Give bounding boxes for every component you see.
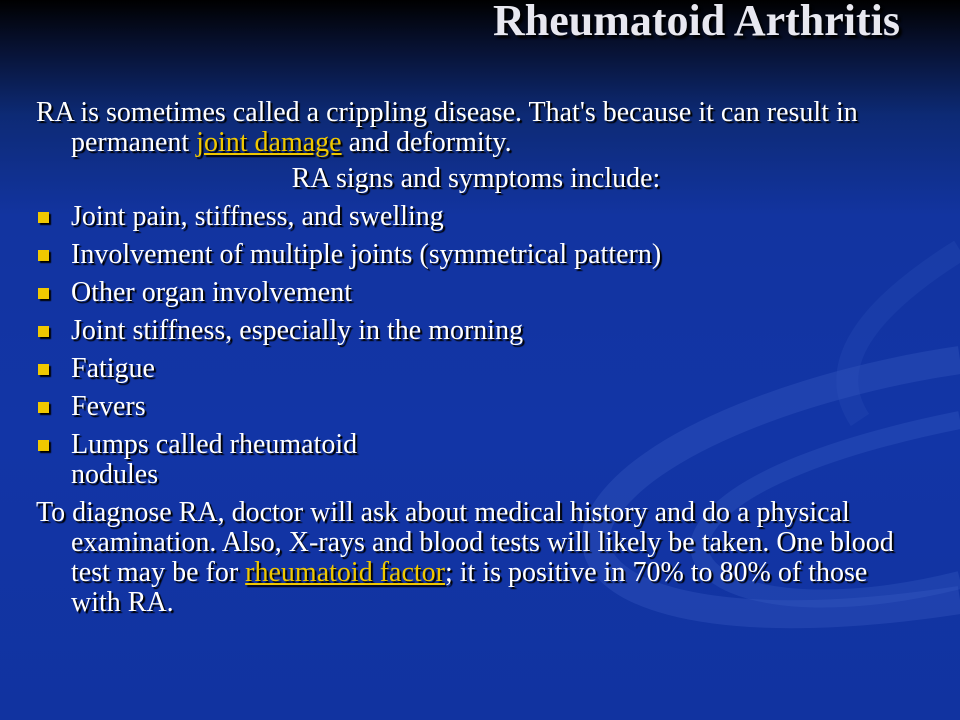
symptom-text: Fevers bbox=[71, 391, 146, 422]
list-item bbox=[36, 430, 916, 490]
rheumatoid-factor-link[interactable]: rheumatoid factor bbox=[245, 557, 445, 588]
symptom-text: Involvement of multiple joints (symmetrical pattern) bbox=[71, 239, 662, 270]
symptom-text: Other organ involvement bbox=[71, 277, 352, 308]
diagnosis-text-before: To diagnose RA, doctor will ask about medical history and do a physical examination. Also, X-rays and blood tests will likely be taken. One blood test may be for bbox=[36, 497, 894, 588]
list-item bbox=[36, 202, 916, 232]
slide-title: Rheumatoid Arthritis bbox=[493, 0, 900, 45]
square-bullet-icon bbox=[38, 326, 49, 337]
square-bullet-icon bbox=[38, 364, 49, 375]
intro-paragraph bbox=[36, 98, 916, 158]
square-bullet-icon bbox=[38, 212, 49, 223]
diagnosis-text-after: ; it is positive in 70% to 80% of those with RA. bbox=[71, 557, 868, 618]
square-bullet-icon bbox=[38, 440, 49, 451]
intro-text-before: RA is sometimes called a crippling disease. That's because it can result in permanent bbox=[36, 97, 858, 158]
symptom-text: Joint stiffness, especially in the morning bbox=[71, 315, 524, 346]
symptom-text: Fatigue bbox=[71, 353, 155, 384]
square-bullet-icon bbox=[38, 250, 49, 261]
symptom-list bbox=[36, 202, 916, 490]
slide-body bbox=[36, 98, 916, 624]
intro-text-after: and deformity. bbox=[341, 127, 512, 158]
square-bullet-icon bbox=[38, 402, 49, 413]
list-item bbox=[36, 354, 916, 384]
signs-heading: RA signs and symptoms include: bbox=[291, 163, 661, 194]
joint-damage-link[interactable]: joint damage bbox=[196, 127, 342, 158]
symptom-text: Lumps called rheumatoid nodules bbox=[71, 429, 358, 490]
square-bullet-icon bbox=[38, 288, 49, 299]
list-item bbox=[36, 240, 916, 270]
list-item bbox=[36, 316, 916, 346]
diagnosis-paragraph bbox=[36, 498, 916, 618]
list-item bbox=[36, 392, 916, 422]
list-item bbox=[36, 278, 916, 308]
symptom-text: Joint pain, stiffness, and swelling bbox=[71, 201, 444, 232]
